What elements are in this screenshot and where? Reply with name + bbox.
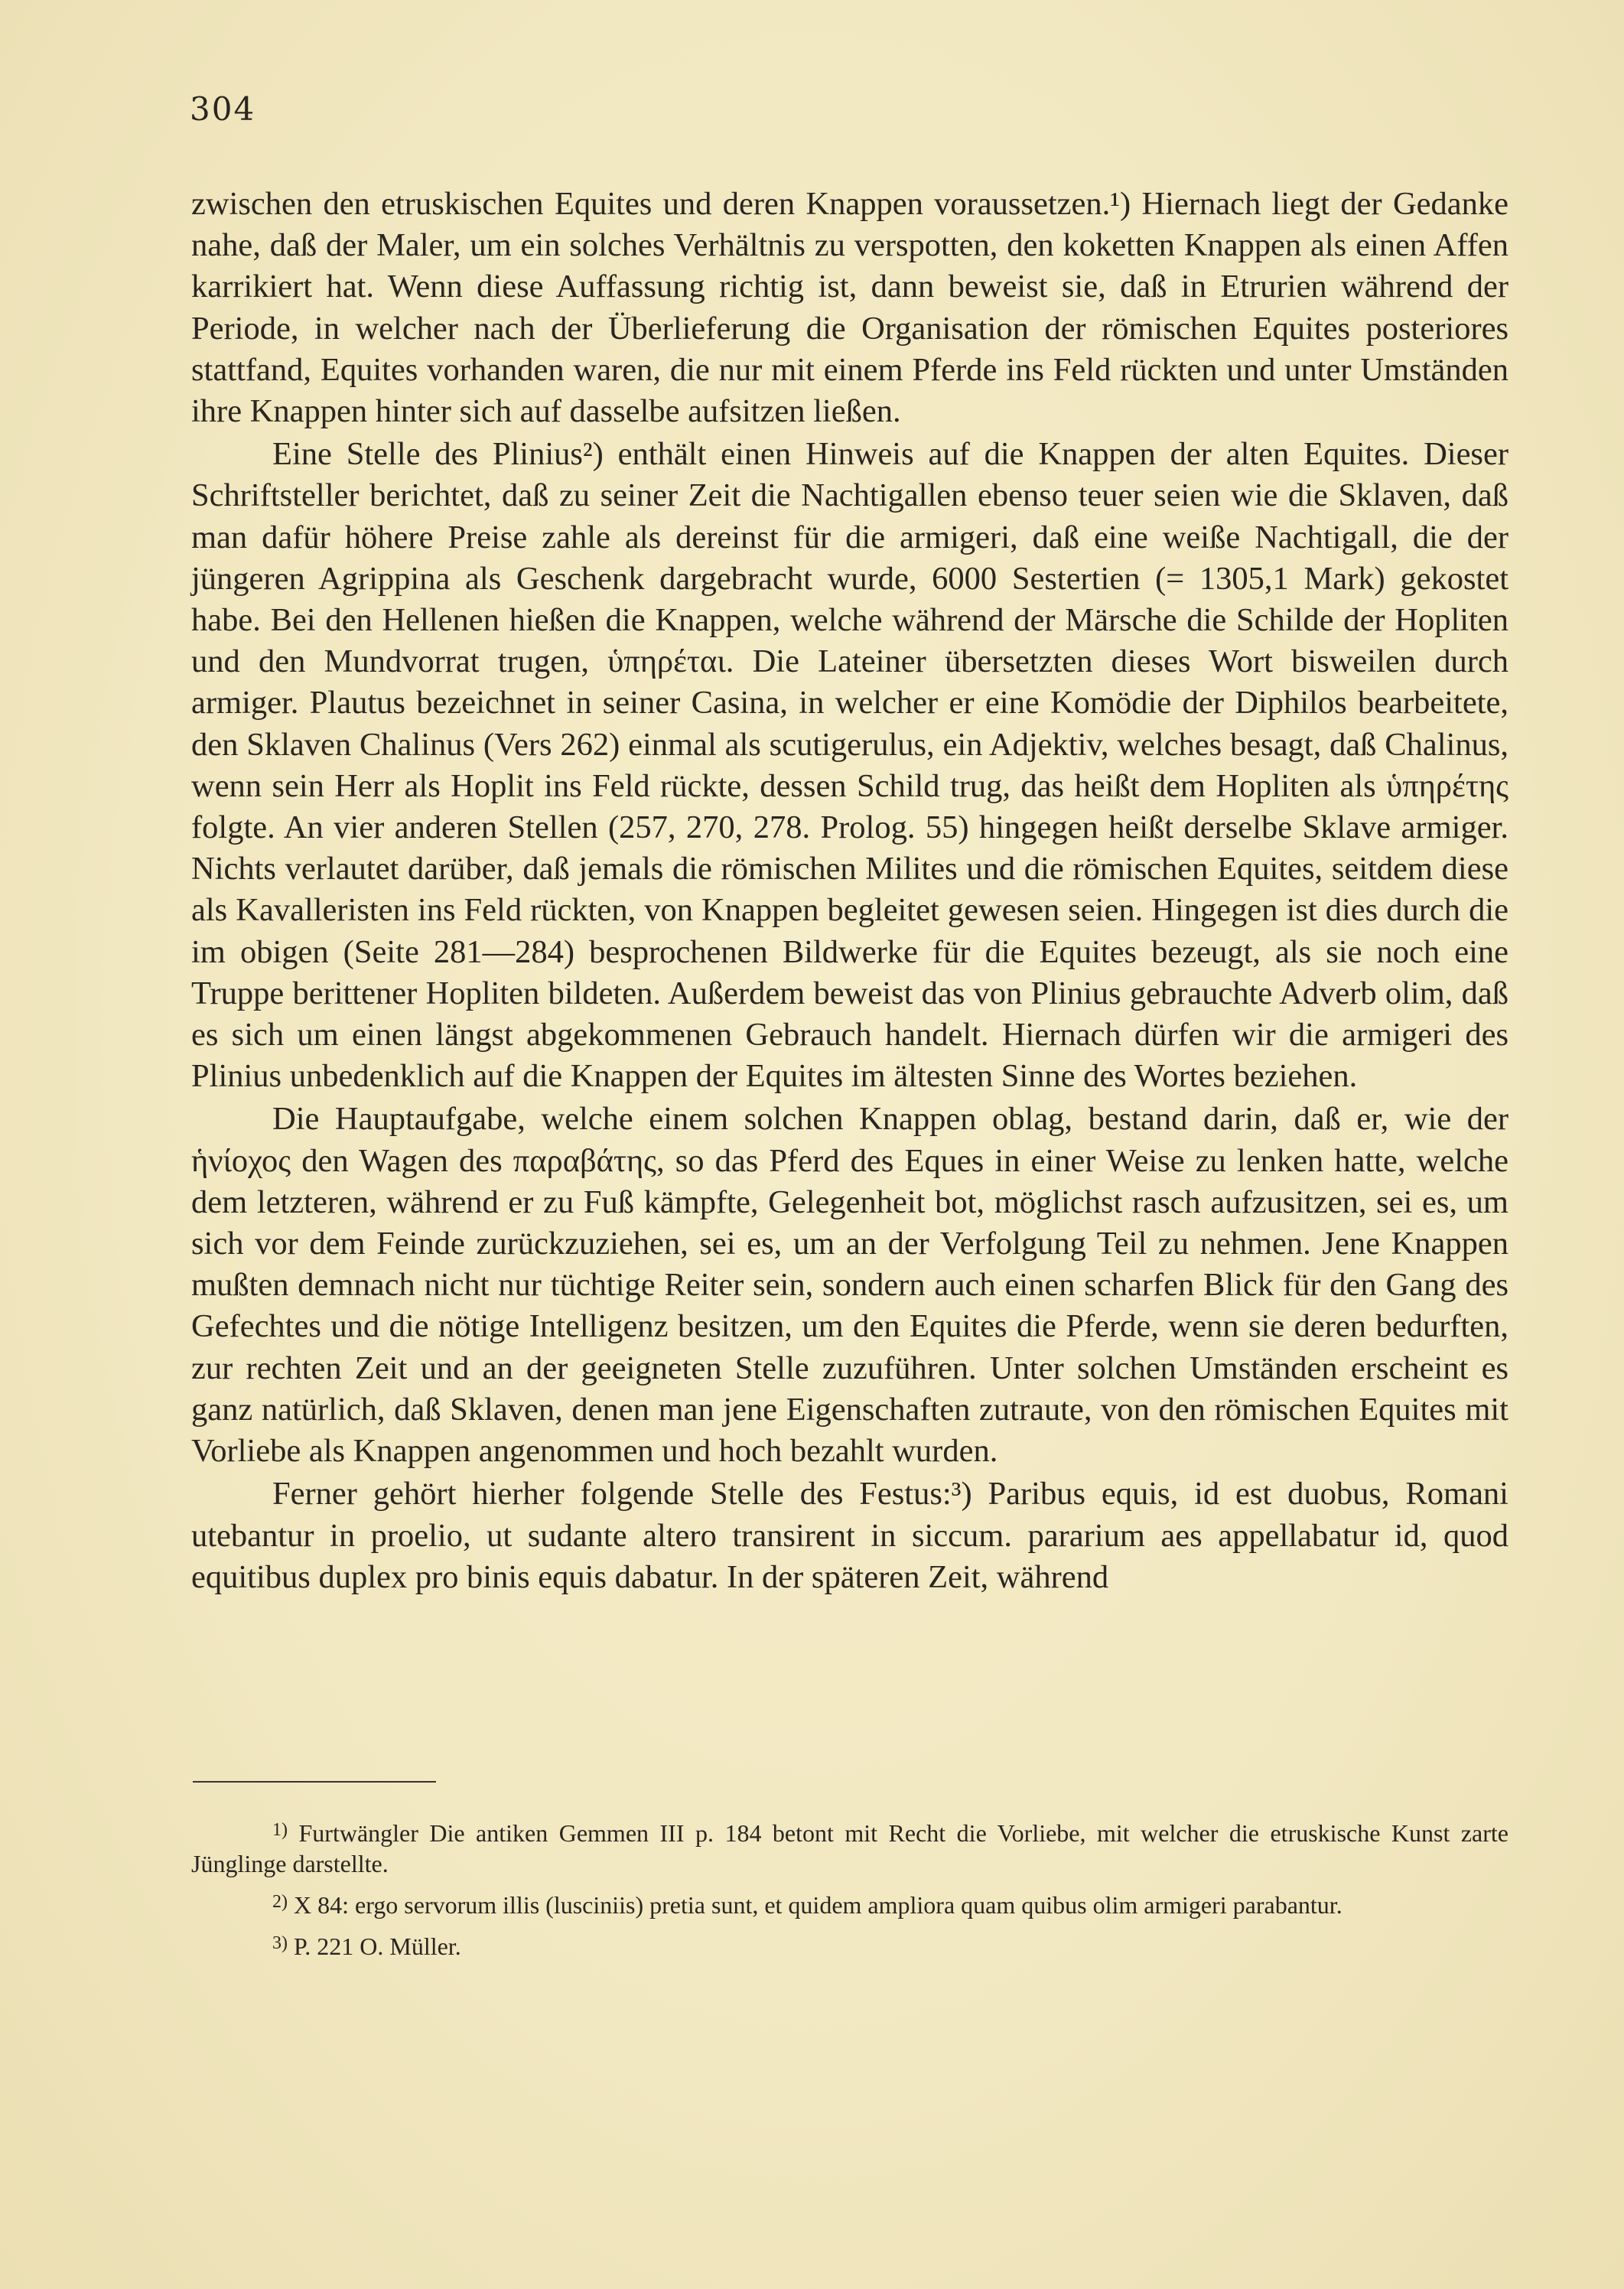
paragraph-3: Die Hauptaufgabe, welche einem solchen Knappen oblag, bestand darin, daß er, wie der ἡνίοχος den Wagen des παραβάτης, so das Pferd des Eques in einer Weise zu lenken hatte, welche dem letzteren, während er zu Fuß kämpfte, Gelegenheit bot, möglichst rasch aufzusitzen, sei es, um sich vor dem Feinde zurückzuziehen, sei es, um an der Verfolgung Teil zu nehmen. Jene Knappen mußten demnach nicht nur tüchtige Reiter sein, sondern auch einen scharfen Blick für den Gang des Gefechtes und die nötige Intelligenz besitzen, um den Equites die Pferde, wenn sie deren bedurften, zur rechten Zeit und an der geeigneten Stelle zuzuführen. Unter solchen Umständen erscheint es ganz natürlich, daß Sklaven, denen man jene Eigenschaften zutraute, von den römischen Equites mit Vorliebe als Knappen angenommen und hoch bezahlt wurden. [191,1101,1508,1470]
body-text [191,184,1508,1600]
footnote-2-mark: 2) [272,1892,288,1912]
footnote-2 [191,1887,1508,1920]
footnote-3 [191,1928,1508,1962]
footnotes [191,1815,1508,1969]
footnote-1-text: Furtwängler Die antiken Gemmen III p. 184 betont mit Recht die Vorliebe, mit welcher die etruskische Kunst zarte Jünglinge darstellte. [191,1819,1509,1877]
paragraph-4: Ferner gehört hierher folgende Stelle des Festus:³) Paribus equis, id est duobus, Romani utebantur in proelio, ut sudante altero transirent in siccum. pararium aes appellabatur id, quod equitibus duplex pro binis equis dabatur. In der späteren Zeit, während [191,1476,1508,1595]
page-number: 304 [190,90,256,128]
footnote-1 [191,1815,1508,1879]
footnote-3-mark: 3) [272,1933,288,1953]
paragraph-2: Eine Stelle des Plinius²) enthält einen Hinweis auf die Knappen der alten Equites. Dieser Schriftsteller berichtet, daß zu seiner Zeit die Nachtigallen ebenso teuer seien wie die Sklaven, daß man dafür höhere Preise zahle als dereinst für die armigeri, daß eine weiße Nachtigall, die der jüngeren Agrippina als Geschenk dargebracht wurde, 6000 Sestertien (= 1305,1 Mark) gekostet habe. Bei den Hellenen hießen die Knappen, welche während der Märsche die Schilde der Hopliten und den Mundvorrat trugen, ὑπηρέται. Die Lateiner übersetzten dieses Wort bisweilen durch armiger. Plautus bezeichnet in seiner Casina, in welcher er eine Komödie der Diphilos bearbeitete, den Sklaven Chalinus (Vers 262) einmal als scutigerulus, ein Adjektiv, welches besagt, daß Chalinus, wenn sein Herr als Hoplit ins Feld rückte, dessen Schild trug, das heißt dem Hopliten als ὑπηρέτης folgte. An vier anderen Stellen (257, 270, 278. Prolog. 55) hingegen heißt derselbe Sklave armiger. Nichts verlautet darüber, daß jemals die römischen Milites und die römischen Equites, seitdem diese als Kavalleristen ins Feld rückten, von Knappen begleitet gewesen seien. Hingegen ist dies durch die im obigen (Seite 281—284) besprochenen Bildwerke für die Equites bezeugt, als sie noch eine Truppe berittener Hopliten bildeten. Außerdem beweist das von Plinius gebrauchte Adverb olim, daß es sich um einen längst abgekommenen Gebrauch handelt. Hiernach dürfen wir die armigeri des Plinius unbedenklich auf die Knappen der Equites im ältesten Sinne des Wortes beziehen. [191,436,1508,1095]
footnote-1-mark: 1) [272,1820,288,1840]
footnote-3-text: P. 221 O. Müller. [294,1932,461,1960]
footnote-divider [193,1781,436,1783]
paragraph-1: zwischen den etruskischen Equites und deren Knappen voraussetzen.¹) Hiernach liegt der Gedanke nahe, daß der Maler, um ein solches Verhältnis zu verspotten, den koketten Knappen als einen Affen karrikiert hat. Wenn diese Auffassung richtig ist, dann beweist sie, daß in Etrurien während der Periode, in welcher nach der Überlieferung die Organisation der römischen Equites posteriores stattfand, Equites vorhanden waren, die nur mit einem Pferde ins Feld rückten und unter Umständen ihre Knappen hinter sich auf dasselbe aufsitzen ließen. [191,186,1508,430]
footnote-2-text: X 84: ergo servorum illis (lusciniis) pretia sunt, et quidem ampliora quam quibus olim armigeri parabantur. [294,1891,1342,1919]
